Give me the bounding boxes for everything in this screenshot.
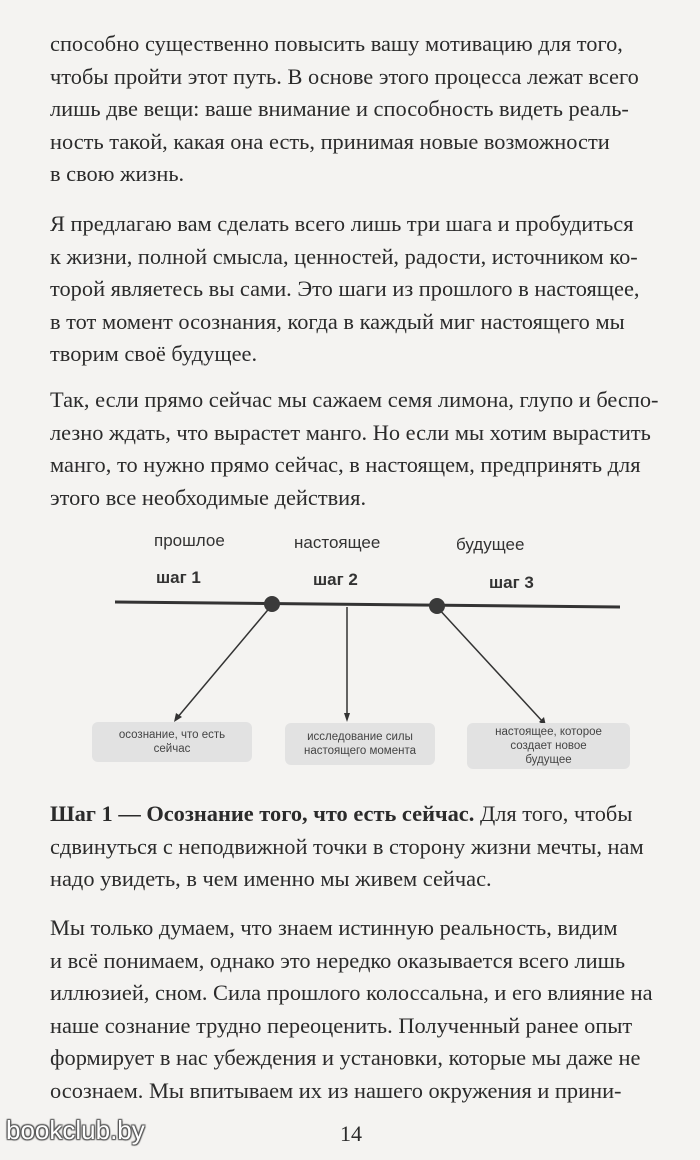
text-line: иллюзией, сном. Сила прошлого колоссальна, и его влияние на: [50, 980, 653, 1005]
text-line: формирует в нас убеждения и установки, которые мы даже не: [50, 1045, 641, 1070]
text-line: Так, если прямо сейчас мы сажаем семя лимона, глупо и беспо-: [50, 387, 659, 412]
box-text: создает новое: [510, 740, 587, 752]
arrow-line-1: [177, 605, 272, 718]
paragraph-4: [50, 798, 680, 896]
text-line: манго, то нужно прямо сейчас, в настоящем, предпринять для: [50, 452, 641, 477]
text-line: наше сознание трудно переоценить. Полученный ранее опыт: [50, 1012, 633, 1038]
paragraph-1: [50, 28, 680, 191]
period-label-future: будущее: [456, 535, 525, 554]
step-label-3: шаг 3: [489, 573, 534, 592]
step-heading: Шаг 1 — Осознание того, что есть сейчас.: [50, 801, 475, 826]
text-line: лишь две вещи: ваше внимание и способность видеть реаль-: [50, 96, 629, 121]
step-label-2: шаг 2: [313, 570, 358, 589]
text-line: и всё понимаем, однако это нередко оказывается всего лишь: [50, 947, 626, 973]
text-line: Мы только думаем, что знаем истинную реальность, видим: [50, 915, 618, 940]
arrowhead-2: [344, 713, 350, 722]
box-text: настоящего момента: [303, 745, 416, 757]
paragraph-2: [50, 208, 680, 371]
text-line: надо увидеть, в чем именно мы живем сейчас.: [50, 866, 492, 891]
text-line: осознаем. Мы впитываем их из нашего окружения и прини-: [50, 1077, 622, 1103]
timeline-axis: [115, 602, 620, 607]
text-line: творим своё будущее.: [50, 341, 258, 366]
step-box-2: [285, 723, 435, 765]
step-label-1: шаг 1: [156, 568, 201, 587]
text-line: [50, 798, 680, 831]
text-run: Для того, чтобы: [474, 801, 633, 826]
step-box-1: [92, 722, 252, 762]
text-line: чтобы пройти этот путь. В основе этого процесса лежат всего: [50, 63, 639, 89]
arrow-line-3: [437, 607, 543, 722]
text-line: Я предлагаю вам сделать всего лишь три шага и пробудиться: [50, 211, 634, 236]
box-text: будущее: [525, 754, 572, 766]
paragraph-5: [50, 912, 680, 1107]
box-text: исследование силы: [307, 731, 413, 743]
watermark-logo: bookclub.by: [6, 1115, 145, 1145]
text-line: лезно ждать, что вырастет манго. Но если мы хотим вырастить: [50, 419, 651, 445]
timeline-point-1: [264, 596, 280, 612]
page-number: 14: [340, 1121, 362, 1146]
text-line: способно существенно повысить вашу мотивацию для того,: [50, 31, 623, 56]
text-line: в свою жизнь.: [50, 161, 185, 186]
period-label-present: настоящее: [294, 533, 381, 552]
box-text: сейчас: [153, 743, 191, 755]
text-line: к жизни, полной смысла, ценностей, радости, источником ко-: [50, 243, 638, 269]
box-text: осознание, что есть: [118, 729, 226, 741]
step-box-3: [467, 723, 630, 769]
paragraph-3: [50, 384, 680, 514]
timeline-diagram: [0, 525, 700, 785]
timeline-point-2: [429, 598, 445, 614]
period-label-past: прошлое: [154, 531, 225, 550]
text-line: сдвинуться с неподвижной точки в сторону жизни мечты, нам: [50, 833, 644, 859]
box-text: настоящее, которое: [495, 726, 602, 738]
text-line: торой являетесь вы сами. Это шаги из прошлого в настоящее,: [50, 276, 640, 301]
text-line: ность такой, какая она есть, принимая новые возможности: [50, 128, 610, 154]
text-line: этого все необходимые действия.: [50, 484, 367, 510]
text-line: в тот момент осознания, когда в каждый миг настоящего мы: [50, 308, 625, 334]
page-footer: [0, 1115, 700, 1160]
